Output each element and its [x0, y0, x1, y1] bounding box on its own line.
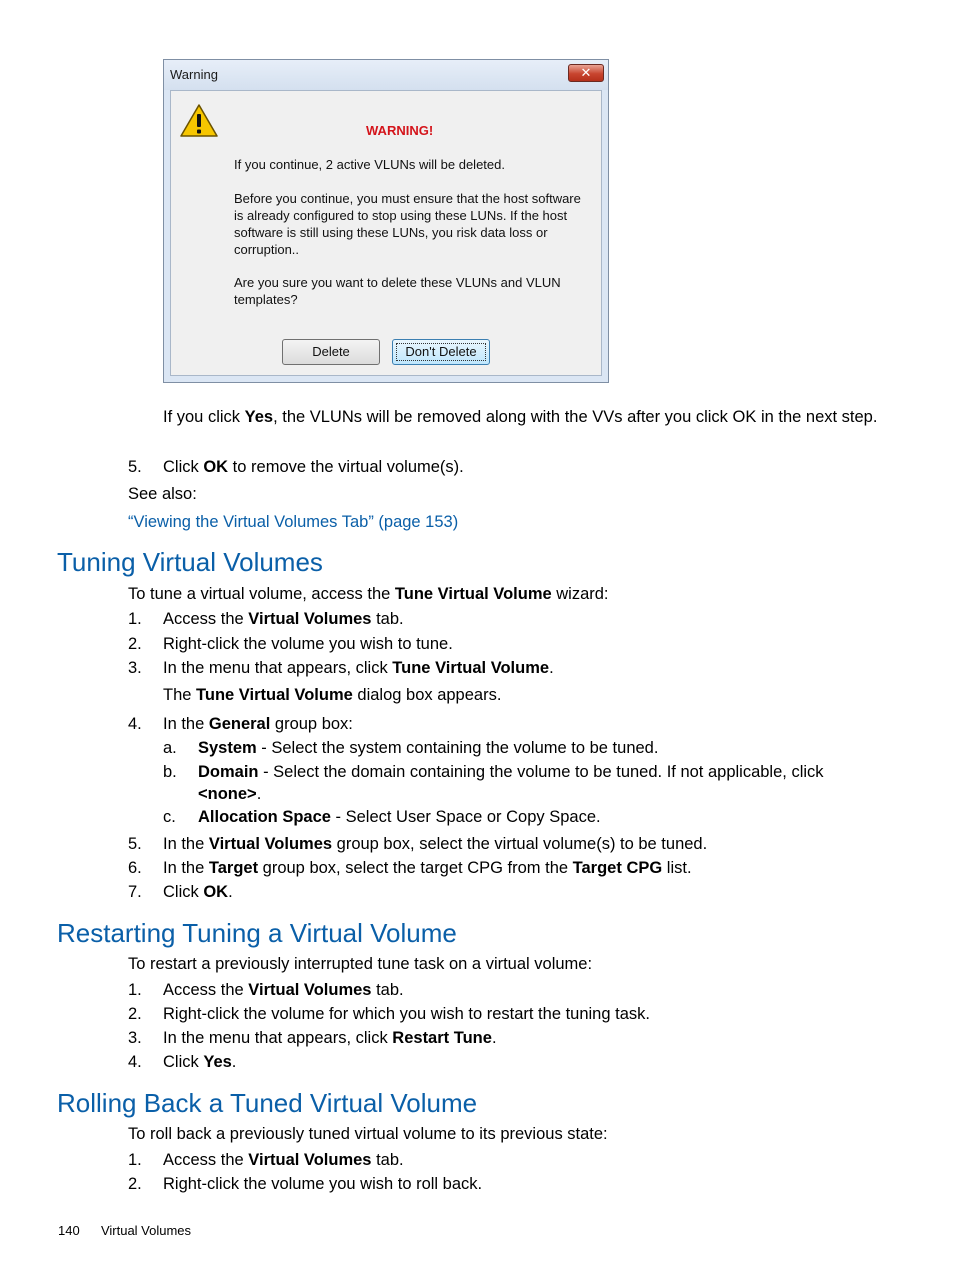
step-number: 1. [128, 610, 142, 628]
page-number: 140 [58, 1223, 80, 1238]
warning-paragraph-line: corruption.. [234, 242, 300, 257]
section-intro: To roll back a previously tuned virtual volume to its previous state: [128, 1125, 608, 1143]
warning-line: If you continue, 2 active VLUNs will be deleted. [234, 157, 505, 172]
substep-letter: b. [163, 763, 177, 781]
section-heading-rollback: Rolling Back a Tuned Virtual Volume [57, 1088, 478, 1118]
step-text: Click OK to remove the virtual volume(s). [163, 458, 464, 476]
see-also-link[interactable]: “Viewing the Virtual Volumes Tab” (page 153) [128, 513, 459, 531]
warning-triangle-icon [179, 103, 219, 139]
step-number: 4. [128, 1053, 142, 1071]
step-number: 5. [128, 835, 142, 853]
section-intro: To restart a previously interrupted tune task on a virtual volume: [128, 955, 593, 973]
dialog-title: Warning [170, 67, 218, 82]
warning-paragraph-line: software is still using these LUNs, you risk data loss or [234, 225, 548, 240]
substep-text-continued: <none>. [198, 785, 262, 803]
warning-paragraph [234, 190, 581, 258]
delete-button[interactable] [282, 339, 380, 365]
dont-delete-button-label: Don't Delete [396, 343, 486, 361]
warning-question-line: Are you sure you want to delete these VLUNs and VLUN [234, 275, 561, 290]
step-number: 1. [128, 981, 142, 999]
substep-letter: c. [163, 808, 176, 826]
step-number: 5. [128, 458, 142, 476]
step-number: 1. [128, 1151, 142, 1169]
step-text: In the menu that appears, click Restart Tune. [163, 1029, 497, 1047]
section-intro: To tune a virtual volume, access the Tune Virtual Volume wizard: [128, 585, 609, 603]
substep-text: Domain - Select the domain containing the volume to be tuned. If not applicable, click [198, 763, 824, 781]
footer-section: Virtual Volumes [100, 1223, 192, 1238]
step-note: The Tune Virtual Volume dialog box appears. [163, 686, 502, 704]
dont-delete-button[interactable] [392, 339, 490, 365]
warning-question [234, 274, 561, 308]
delete-button-label: Delete [312, 344, 350, 359]
warning-paragraph-line: Before you continue, you must ensure that the host software [234, 191, 581, 206]
substep-letter: a. [163, 739, 177, 757]
warning-dialog [163, 59, 609, 383]
step-text: Access the Virtual Volumes tab. [163, 1151, 404, 1169]
step-text: Right-click the volume you wish to roll back. [163, 1175, 483, 1193]
dialog-titlebar [164, 60, 608, 90]
warning-heading: WARNING! [366, 123, 434, 138]
step-number: 2. [128, 635, 142, 653]
step-text: In the Virtual Volumes group box, select the virtual volume(s) to be tuned. [163, 835, 708, 853]
step-text: Access the Virtual Volumes tab. [163, 981, 404, 999]
section-heading-restart: Restarting Tuning a Virtual Volume [57, 918, 457, 948]
step-number: 7. [128, 883, 142, 901]
step-number: 2. [128, 1175, 142, 1193]
close-icon: ✕ [580, 65, 592, 80]
step-number: 4. [128, 715, 142, 733]
yes-explanation: If you click Yes, the VLUNs will be removed along with the VVs after you click OK in the next step. [163, 408, 878, 426]
step-number: 3. [128, 1029, 142, 1047]
step-text: Click OK. [163, 883, 233, 901]
step-text: Access the Virtual Volumes tab. [163, 610, 404, 628]
step-text: In the menu that appears, click Tune Virtual Volume. [163, 659, 554, 677]
step-text: In the Target group box, select the target CPG from the Target CPG list. [163, 859, 692, 877]
see-also-label: See also: [128, 485, 197, 503]
substep-text: System - Select the system containing the volume to be tuned. [198, 739, 659, 757]
step-text: Right-click the volume you wish to tune. [163, 635, 453, 653]
step-text: In the General group box: [163, 715, 353, 733]
close-button[interactable] [568, 64, 604, 82]
step-text: Click Yes. [163, 1053, 237, 1071]
warning-question-line: templates? [234, 292, 298, 307]
step-text: Right-click the volume for which you wish to restart the tuning task. [163, 1005, 650, 1023]
step-number: 2. [128, 1005, 142, 1023]
page-footer [58, 1223, 191, 1239]
step-number: 3. [128, 659, 142, 677]
step-number: 6. [128, 859, 142, 877]
warning-paragraph-line: is already configured to stop using these LUNs. If the host [234, 208, 568, 223]
substep-text: Allocation Space - Select User Space or Copy Space. [198, 808, 601, 826]
section-heading-tuning: Tuning Virtual Volumes [57, 547, 323, 577]
dialog-body [170, 90, 602, 376]
